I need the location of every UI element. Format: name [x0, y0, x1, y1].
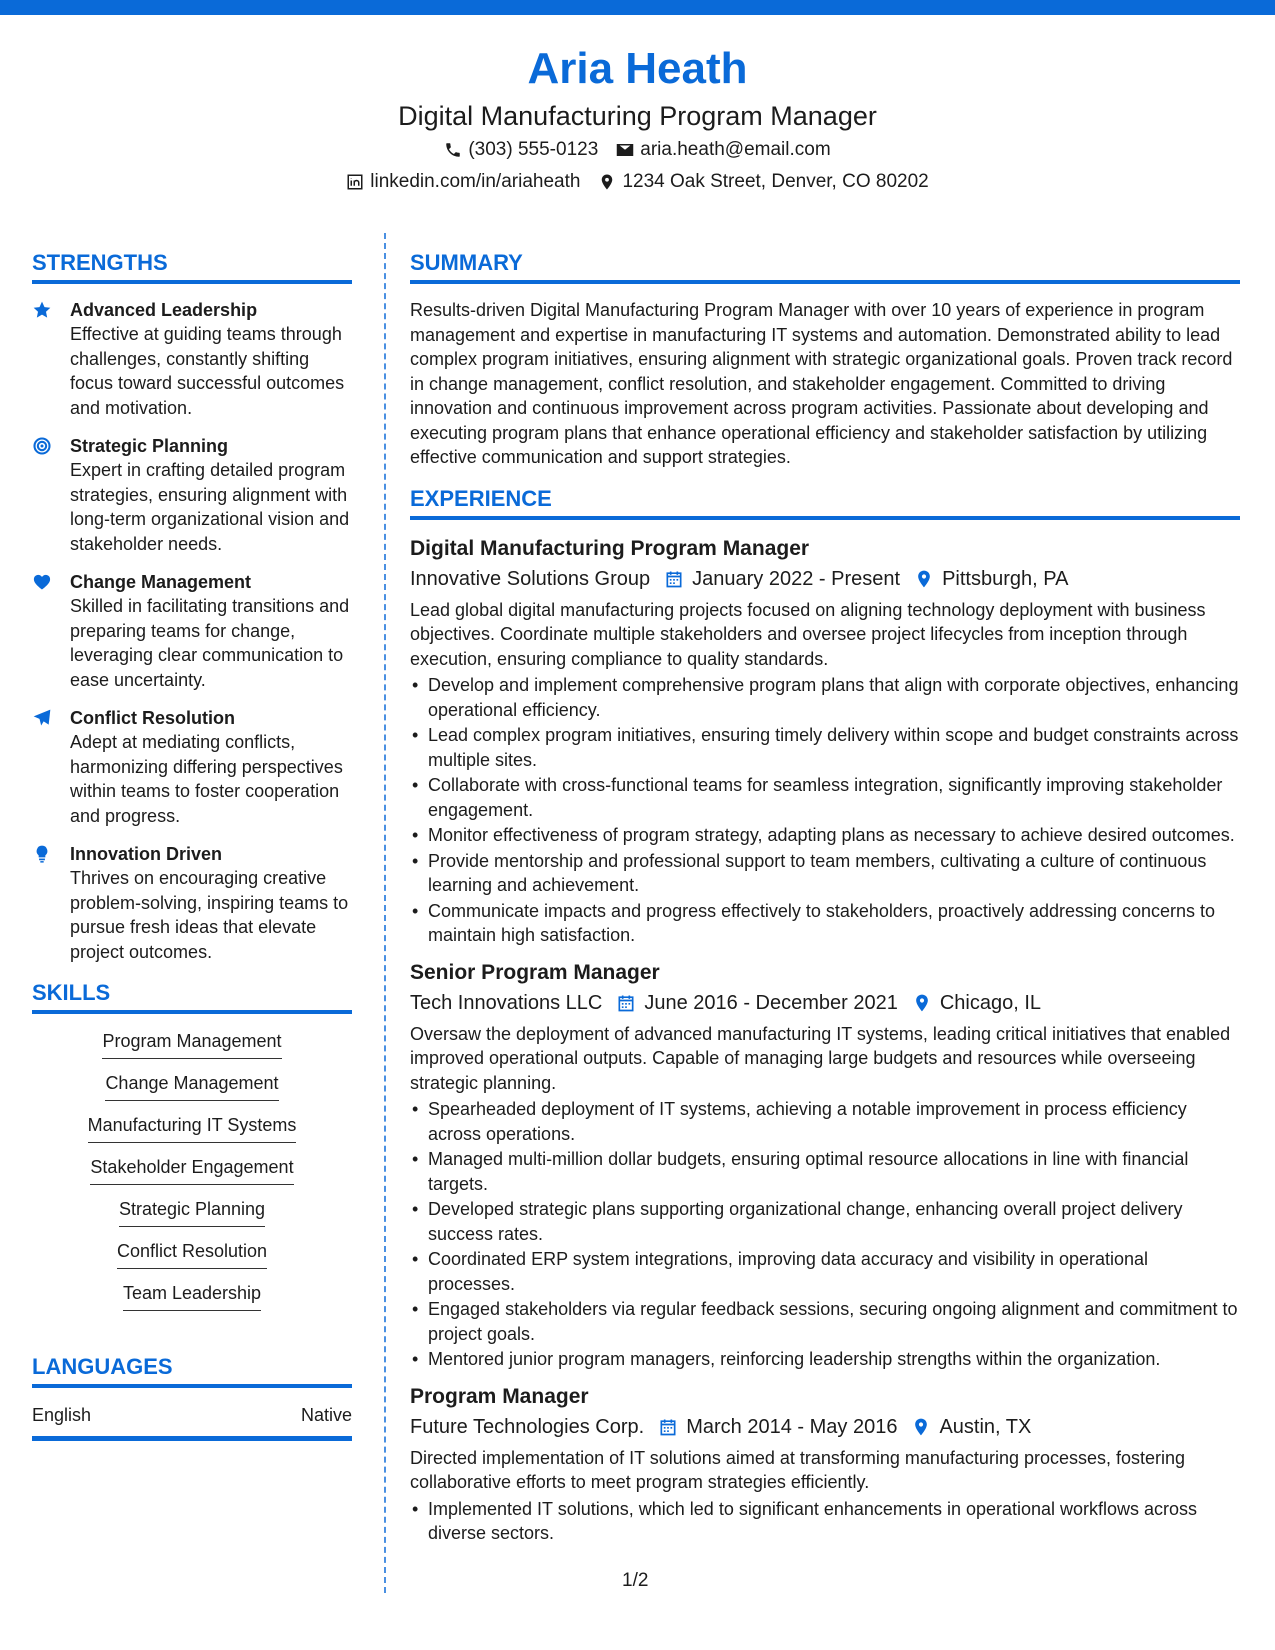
- strength-item: [32, 298, 352, 420]
- strength-title: Change Management: [70, 572, 252, 592]
- bullet-item: • Develop and implement comprehensive program plans that align with corporate objectives, enhancing operational efficiency.: [410, 673, 1240, 722]
- job-description: Lead global digital manufacturing projects focused on aligning technology deployment with business objectives. Coordinate multiple stakeholders and oversee project lifecycles from inception through execution, ensuring compliance to quality standards.: [410, 599, 1206, 669]
- calendar-icon: [658, 1417, 678, 1437]
- skill-tag: Team Leadership: [123, 1280, 261, 1311]
- calendar-icon: [664, 569, 684, 589]
- bullet-item: • Lead complex program initiatives, ensuring timely delivery within scope and budget constraints across multiple sites.: [410, 723, 1240, 772]
- summary-heading: SUMMARY: [410, 248, 1240, 284]
- heart-icon: [32, 572, 52, 592]
- email-contact[interactable]: [616, 134, 830, 166]
- page-number: 1/2: [622, 1570, 649, 1591]
- bullet-item: • Implemented IT solutions, which led to significant enhancements in operational workflows across diverse sectors.: [410, 1497, 1240, 1546]
- column-divider: [384, 233, 386, 1593]
- job-company: Innovative Solutions Group: [410, 567, 651, 590]
- strength-desc: Skilled in facilitating transitions and preparing teams for change, leveraging clear communication to ease uncertainty.: [70, 596, 350, 690]
- star-icon: [32, 300, 52, 320]
- languages-heading: LANGUAGES: [32, 1352, 352, 1388]
- job-meta: [410, 988, 1240, 1018]
- bullet-item: • Mentored junior program managers, reinforcing leadership strengths within the organization.: [410, 1347, 1240, 1372]
- bullet-item: • Developed strategic plans supporting organizational change, enhancing overall project delivery success rates.: [410, 1197, 1240, 1246]
- job-location: Austin, TX: [939, 1415, 1032, 1438]
- job-location: Pittsburgh, PA: [942, 567, 1069, 590]
- top-accent-bar: [0, 0, 1275, 15]
- strengths-heading: STRENGTHS: [32, 248, 352, 284]
- strength-desc: Effective at guiding teams through challenges, constantly shifting focus toward successful outcomes and motivation.: [70, 324, 345, 418]
- bullet-item: • Coordinated ERP system integrations, improving data accuracy and visibility in operational processes.: [410, 1247, 1240, 1296]
- right-column: [410, 248, 1240, 1556]
- skill-tag: Change Management: [105, 1070, 278, 1101]
- calendar-icon: [616, 993, 636, 1013]
- envelope-icon: [616, 141, 634, 159]
- skills-list: [32, 1028, 352, 1322]
- linkedin-contact[interactable]: [346, 166, 580, 198]
- job-dates: March 2014 - May 2016: [686, 1415, 898, 1438]
- strength-title: Strategic Planning: [70, 436, 229, 456]
- skill-tag: Program Management: [102, 1028, 281, 1059]
- job-meta: [410, 1412, 1240, 1442]
- left-column: [32, 248, 352, 1441]
- strength-title: Conflict Resolution: [70, 708, 235, 728]
- strength-title: Advanced Leadership: [70, 300, 258, 320]
- language-name: English: [32, 1405, 92, 1425]
- phone-icon: [444, 141, 462, 159]
- bullet-item: • Monitor effectiveness of program strategy, adapting plans as necessary to achieve desired outcomes.: [410, 823, 1240, 848]
- job-location: Chicago, IL: [939, 991, 1042, 1014]
- strength-item: [32, 570, 352, 692]
- strength-desc: Expert in crafting detailed program strategies, ensuring alignment with long-term organizational vision and stakeholder needs.: [70, 460, 350, 554]
- bullet-item: • Managed multi-million dollar budgets, ensuring optimal resource allocations in line with financial targets.: [410, 1147, 1240, 1196]
- skill-tag: Stakeholder Engagement: [90, 1154, 293, 1185]
- target-icon: [32, 436, 52, 456]
- job-dates: June 2016 - December 2021: [644, 991, 898, 1014]
- language-level: Native: [300, 1405, 352, 1425]
- map-pin-icon: [911, 1417, 931, 1437]
- phone-text: (303) 555-0123: [468, 139, 599, 160]
- strength-item: [32, 842, 352, 964]
- skill-tag: Strategic Planning: [119, 1196, 265, 1227]
- resume-header: [0, 40, 1275, 198]
- job-title: Program Manager: [410, 1384, 589, 1408]
- job-company: Future Technologies Corp.: [410, 1415, 645, 1438]
- map-pin-icon: [598, 173, 616, 191]
- map-pin-icon: [912, 993, 932, 1013]
- strength-item: [32, 434, 352, 556]
- experience-heading: EXPERIENCE: [410, 484, 1240, 520]
- contact-row-2: [0, 166, 1275, 198]
- strength-desc: Adept at mediating conflicts, harmonizing differing perspectives within teams to foster cooperation and progress.: [70, 732, 343, 826]
- skill-tag: Manufacturing IT Systems: [88, 1112, 297, 1143]
- lightbulb-icon: [32, 844, 52, 864]
- summary-text: Results-driven Digital Manufacturing Program Manager with over 10 years of experience in program management and expertise in manufacturing IT systems and automation. Demonstrated ability to lead complex program initiatives, ensuring alignment with strategic organizational goals. Proven track record in change management, conflict resolution, and stakeholder engagement. Committed to driving innovation and continuous improvement across program activities. Passionate about developing and executing program plans that enhance operational efficiency and stakeholder satisfaction by utilizing effective communication and support strategies.: [410, 300, 1233, 467]
- strength-title: Innovation Driven: [70, 844, 223, 864]
- job-title: Senior Program Manager: [410, 960, 660, 984]
- skill-tag: Conflict Resolution: [117, 1238, 267, 1269]
- phone-contact: [444, 134, 598, 166]
- paper-plane-icon: [32, 708, 52, 728]
- bullet-item: • Communicate impacts and progress effectively to stakeholders, proactively addressing concerns to maintain high satisfaction.: [410, 899, 1240, 948]
- map-pin-icon: [914, 569, 934, 589]
- job-bullets: [410, 673, 1240, 948]
- bullet-item: • Spearheaded deployment of IT systems, achieving a notable improvement in process efficiency across operations.: [410, 1097, 1240, 1146]
- job-description: Directed implementation of IT solutions aimed at transforming manufacturing processes, fostering collaborative efforts to meet program strategies efficiently.: [410, 1447, 1186, 1492]
- contact-row-1: [0, 134, 1275, 166]
- job-title: Digital Manufacturing Program Manager: [410, 536, 810, 560]
- job-description: Oversaw the deployment of advanced manufacturing IT systems, leading critical initiatives that enabled improved operational outputs. Capable of managing large budgets and resources while overseeing strategic planning.: [410, 1023, 1231, 1093]
- email-text: aria.heath@email.com: [640, 139, 831, 160]
- job-entry: [410, 958, 1240, 1372]
- strength-desc: Thrives on encouraging creative problem-solving, inspiring teams to pursue fresh ideas that elevate project outcomes.: [70, 868, 349, 962]
- bullet-item: • Engaged stakeholders via regular feedback sessions, securing ongoing alignment and commitment to project goals.: [410, 1297, 1240, 1346]
- job-bullets: [410, 1497, 1240, 1546]
- skills-heading: SKILLS: [32, 978, 352, 1014]
- bullet-item: • Provide mentorship and professional support to team members, cultivating a culture of continuous learning and achievement.: [410, 849, 1240, 898]
- candidate-name: Aria Heath: [527, 44, 748, 93]
- job-entry: [410, 1382, 1240, 1546]
- linkedin-text: linkedin.com/in/ariaheath: [370, 171, 581, 192]
- strength-item: [32, 706, 352, 828]
- job-bullets: [410, 1097, 1240, 1372]
- job-meta: [410, 564, 1240, 594]
- language-item: [32, 1402, 352, 1441]
- job-dates: January 2022 - Present: [692, 567, 901, 590]
- linkedin-icon: [346, 173, 364, 191]
- bullet-item: • Collaborate with cross-functional teams for seamless integration, significantly improving stakeholder engagement.: [410, 773, 1240, 822]
- job-entry: [410, 534, 1240, 948]
- address-text: 1234 Oak Street, Denver, CO 80202: [622, 171, 929, 192]
- job-company: Tech Innovations LLC: [410, 991, 603, 1014]
- candidate-title: Digital Manufacturing Program Manager: [398, 101, 877, 131]
- address-contact: [598, 166, 928, 198]
